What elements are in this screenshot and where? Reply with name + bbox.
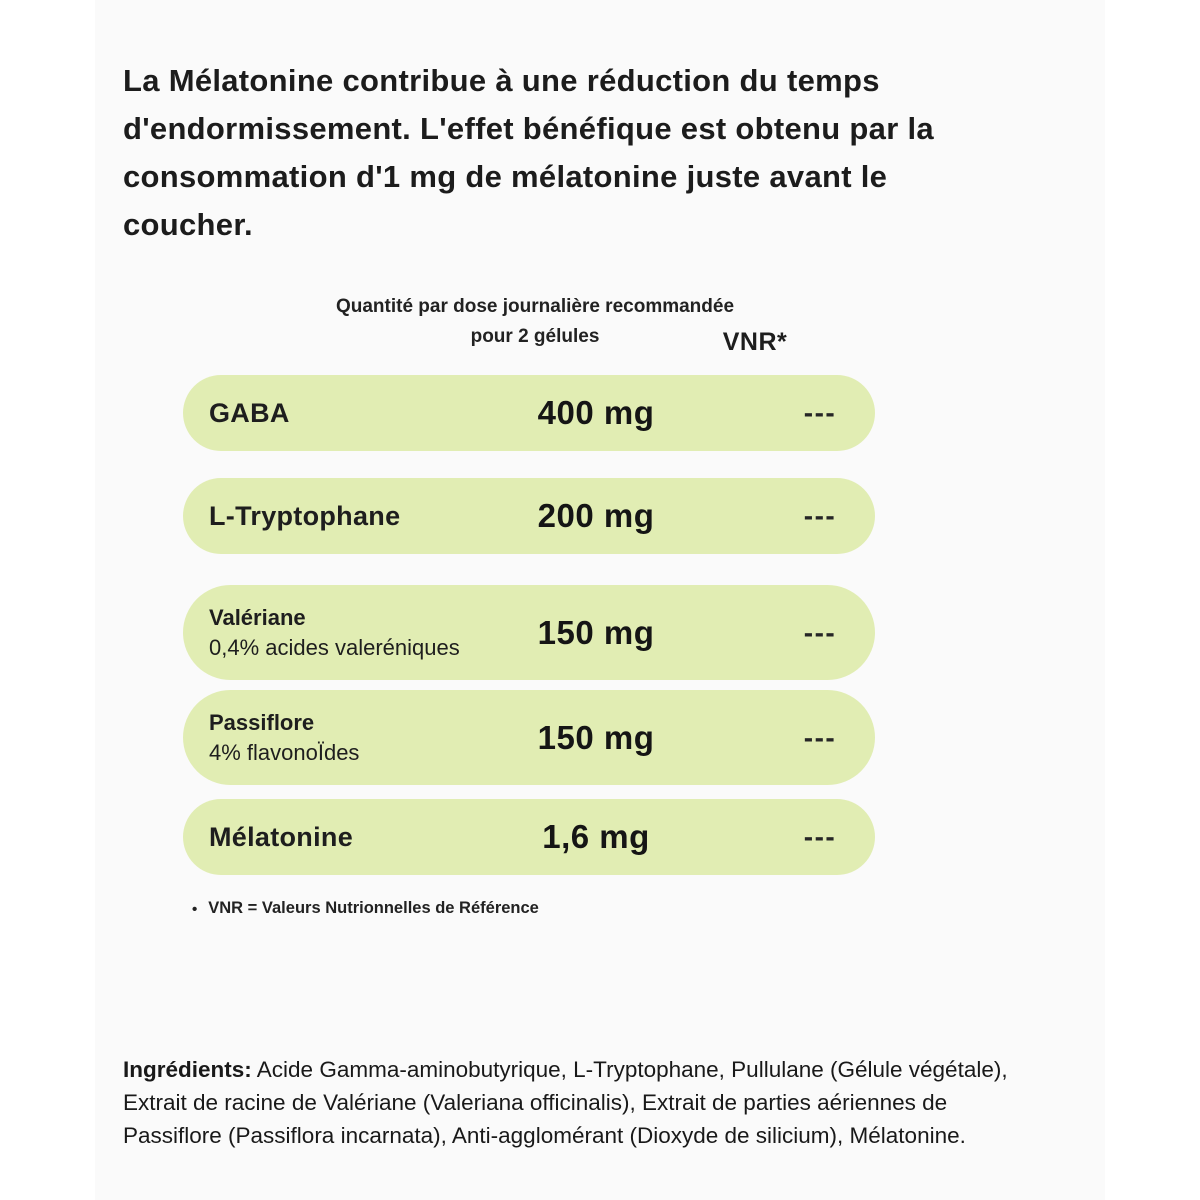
row-amount: 1,6 mg [542,818,650,855]
row-amount: 150 mg [537,718,655,756]
quantity-header-line2: pour 2 gélules [470,326,600,347]
bullet-icon: • [192,901,198,918]
row-name-block [209,708,501,768]
row-name: Valériane [209,604,306,630]
row-vnr-value: --- [803,721,837,753]
row-name: GABA [209,397,290,428]
row-amount: 150 mg [537,613,655,651]
row-name: Mélatonine [209,821,354,852]
melatonin-claim-paragraph: La Mélatonine contribue à une réduction du temps d'endormissement. L'effet bénéfique est obtenu par la consommation d'1 mg de mélatonine juste avant le coucher. [123,63,934,242]
quantity-header-line1: Quantité par dose journalière recommandée [335,296,735,317]
row-name: Passiflore [209,709,315,735]
row-vnr-value: --- [803,397,837,428]
table-row-melatonine [183,799,875,875]
table-header-vnr: VNR* [722,328,788,356]
table-row-gaba [183,375,875,451]
row-vnr-value: --- [803,821,837,852]
table-row-l-tryptophane [183,478,875,554]
row-amount: 200 mg [537,497,655,534]
ingredients-text: Acide Gamma-aminobutyrique, L-Tryptophane, Pullulane (Gélule végétale), Extrait de racine de Valériane (Valeriana officinalis), Extrait de parties aériennes de Passiflore (Passiflora incarnata), Anti-agglomérant (Dioxyde de silicium), Mélatonine. [123,1056,1008,1148]
table-row-valeriane [183,585,875,680]
row-name: L-Tryptophane [209,500,401,531]
table-row-passiflore [183,690,875,785]
row-amount: 400 mg [537,394,655,431]
vnr-footnote-text: VNR = Valeurs Nutrionnelles de Référence [208,899,539,917]
row-subname: 0,4% acides valeréniques [209,634,460,660]
ingredients-label: Ingrédients: [123,1056,252,1082]
row-subname: 4% flavonoÏdes [209,739,360,765]
ingredients-paragraph [123,1053,1043,1152]
row-vnr-value: --- [803,500,837,531]
vnr-footnote [192,899,539,920]
nutrition-table [183,375,875,875]
row-vnr-value: --- [803,616,837,648]
row-name-block [209,603,501,663]
label-panel [95,0,1105,1200]
